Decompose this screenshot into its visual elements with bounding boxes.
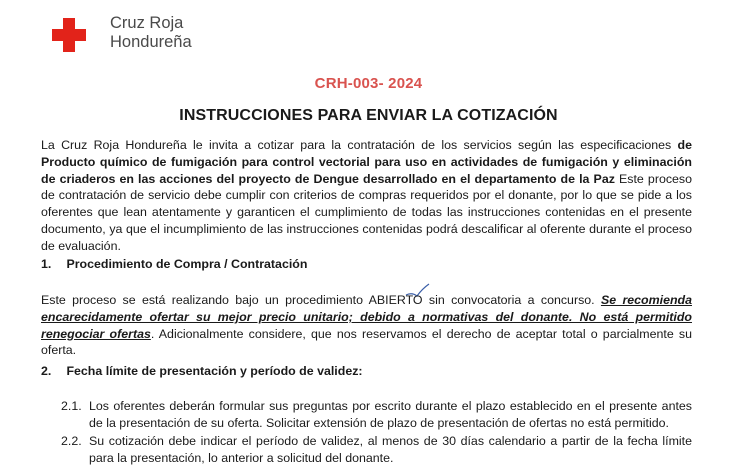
- procedure-emphasis: Se recomienda encarecidamente ofertar su mejor precio unitario; debido a normativas del donante. No está permitido renegociar ofertas: [41, 293, 692, 341]
- item-2-2-text: Su cotización debe indicar el período de validez, al menos de 30 días calendario a partir de la fecha límite para la presentación, lo anterior a solicitud del donante.: [89, 434, 692, 465]
- intro-paragraph: [41, 137, 692, 255]
- section-1-title: Procedimiento de Compra / Contratación: [66, 257, 308, 271]
- document-title: INSTRUCCIONES PARA ENVIAR LA COTIZACIÓN: [179, 107, 558, 124]
- item-2-1-text: Los oferentes deberán formular sus preguntas por escrito durante el plazo establecido en el presente antes de la presentación de su oferta. Solicitar extensión de plazo de presentación de ofertas no está permitido.: [89, 399, 692, 430]
- item-2-1-number: 2.1.: [61, 399, 82, 413]
- organization-name: [110, 14, 192, 52]
- intro-bold-text: de Producto químico de fumigación para control vectorial para uso en actividades de fumigación y eliminación de criaderos en las acciones del proyecto de Dengue desarrollado en el departamento de la Paz: [41, 138, 692, 186]
- section-2-title: Fecha límite de presentación y período de validez:: [66, 364, 363, 378]
- item-2-2-number: 2.2.: [61, 434, 82, 448]
- procedure-text-end: . Adicionalmente considere, que nos reservamos el derecho de aceptar total o parcialmente su oferta.: [41, 326, 693, 358]
- list-item-2-1: [61, 398, 692, 431]
- org-line-2: Hondureña: [110, 33, 192, 51]
- section-2-heading: [41, 364, 363, 378]
- intro-text-end: Este proceso de contratación de servicio debe cumplir con criterios de compras requeridos por el donante, por lo que se pide a los oferentes que lean atentamente y garanticen el cumplimiento de todas las instrucciones contenidas en el presente documento, ya que el incumplimiento de las instrucciones contenidas podrá descalificar al oferente durante el proceso de evaluación.: [41, 171, 693, 253]
- org-line-1: Cruz Roja: [110, 14, 184, 32]
- section-2-number: 2.: [41, 364, 52, 378]
- document-code: CRH-003- 2024: [314, 75, 423, 92]
- cruz-roja-logo: [52, 14, 292, 54]
- section-1-heading: [41, 257, 307, 271]
- list-item-2-2: [61, 433, 692, 466]
- intro-text: La Cruz Roja Hondureña le invita a cotizar para la contratación de los servicios según las especificaciones: [41, 138, 678, 152]
- procedure-paragraph: [41, 292, 692, 359]
- section-1-number: 1.: [41, 257, 52, 271]
- procedure-text: Este proceso se está realizando bajo un procedimiento ABIERTO sin convocatoria a concurso.: [41, 293, 601, 307]
- red-cross-icon: [52, 18, 86, 52]
